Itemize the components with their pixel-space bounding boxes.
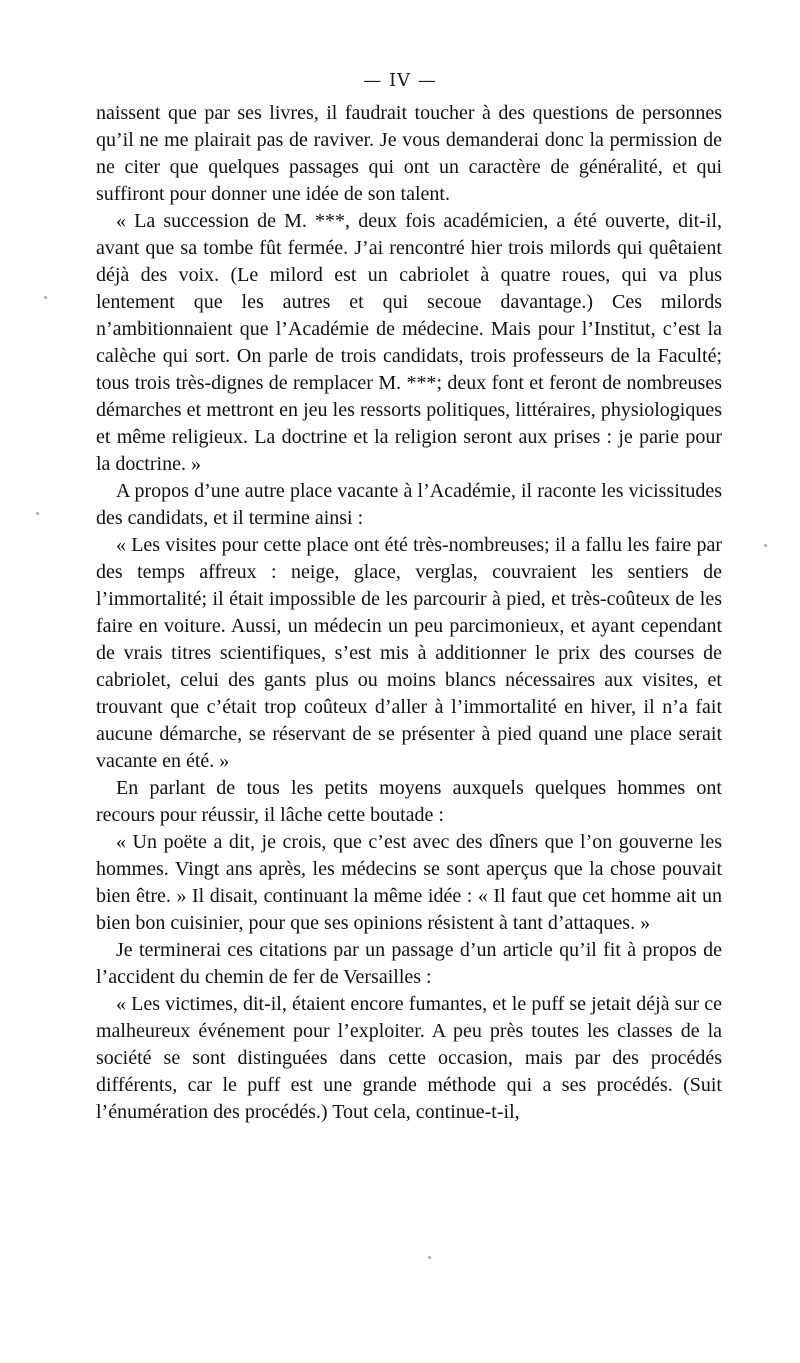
paragraph-7: Je terminerai ces citations par un passage d’un article qu’il fit à propos de l’accident du chemin de fer de Versailles : [96,939,722,988]
paper-speck [44,296,47,299]
body-text [96,100,722,1126]
paper-speck [428,1256,431,1259]
page-number: — IV — [363,70,437,91]
paragraph-3: A propos d’une autre place vacante à l’Académie, il raconte les vicissitudes des candidats, et il termine ainsi : [96,480,722,529]
paragraph-4: « Les visites pour cette place ont été très-nombreuses; il a fallu les faire par des temps affreux : neige, glace, verglas, couvraient les sentiers de l’immortalité; il était impossible de les parcourir à pied, et très-coûteux de les faire en voiture. Aussi, un médecin un peu parcimonieux, et ayant cependant de vrais titres scientifiques, s’est mis à additionner le prix des courses de cabriolet, celui des gants plus ou moins blancs nécessaires aux visites, et trouvant que c’était trop coûteux d’aller à l’immortalité en hiver, il n’a fait aucune démarche, se réservant de se présenter à pied quand une place serait vacante en été. » [96,534,722,772]
paragraph-2: « La succession de M. ***, deux fois académicien, a été ouverte, dit-il, avant que sa tombe fût fermée. J’ai rencontré hier trois milords qui quêtaient déjà des voix. (Le milord est un cabriolet à quatre roues, qui va plus lentement que les autres et qui secoue davantage.) Ces milords n’ambitionnaient que l’Académie de médecine. Mais pour l’Institut, c’est la calèche qui sort. On parle de trois candidats, trois professeurs de la Faculté; tous trois très-dignes de remplacer M. ***; deux font et feront de nombreuses démarches et mettront en jeu les ressorts politiques, littéraires, physiologiques et même religieux. La doctrine et la religion seront aux prises : je parie pour la doctrine. » [96,210,722,475]
paragraph-1: naissent que par ses livres, il faudrait toucher à des questions de personnes qu’il ne me plairait pas de raviver. Je vous demanderai donc la permission de ne citer que quelques passages qui ont un caractère de généralité, et qui suffiront pour donner une idée de son talent. [96,102,722,205]
paper-speck [764,544,767,547]
paragraph-8: « Les victimes, dit-il, étaient encore fumantes, et le puff se jetait déjà sur ce malheureux événement pour l’exploiter. A peu près toutes les classes de la société se sont distinguées dans cette occasion, mais par des procédés différents, car le puff est une grande méthode qui a ses procédés. (Suit l’énumération des procédés.) Tout cela, continue-t-il, [96,993,722,1123]
paper-speck [36,512,39,515]
paragraph-5: En parlant de tous les petits moyens auxquels quelques hommes ont recours pour réussir, il lâche cette boutade : [96,777,722,826]
paragraph-6: « Un poëte a dit, je crois, que c’est avec des dîners que l’on gouverne les hommes. Vingt ans après, les médecins se sont aperçus que la chose pouvait bien être. » Il disait, continuant la même idée : « Il faut que cet homme ait un bien bon cuisinier, pour que ses opinions résistent à tant d’attaques. » [96,831,722,934]
